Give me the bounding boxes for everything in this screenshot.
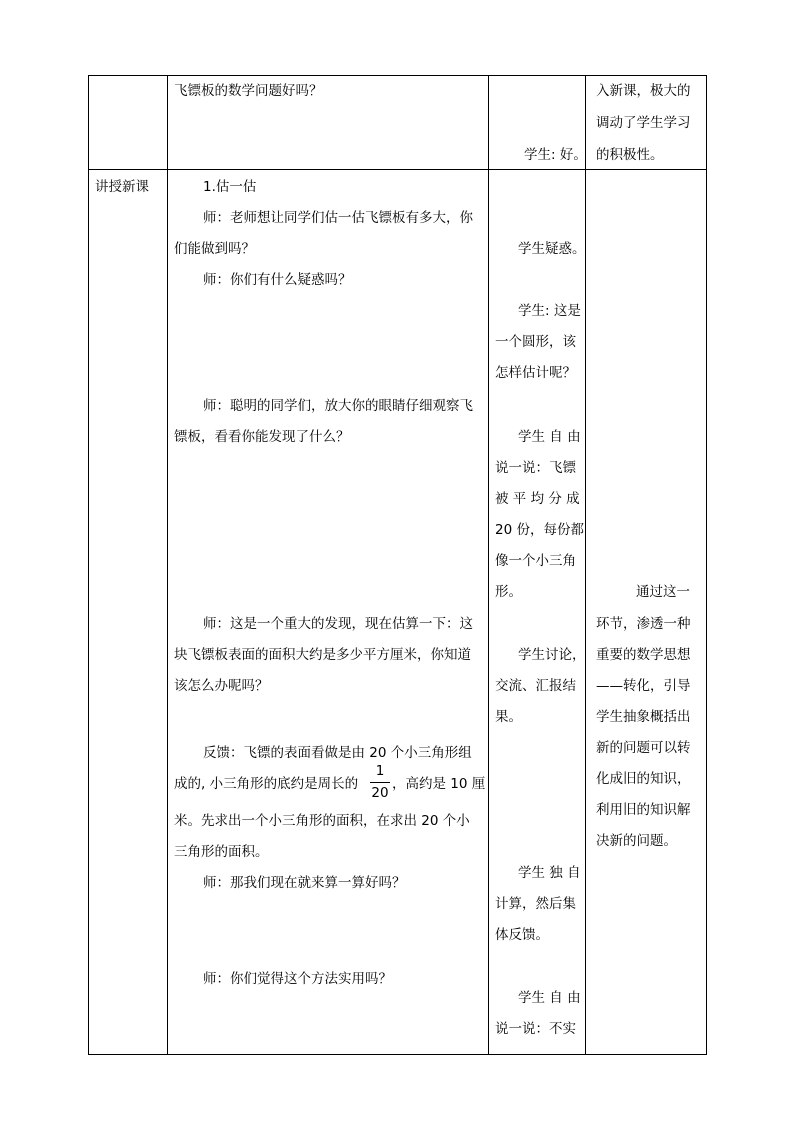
student-text: 学生 独 自 xyxy=(518,865,581,881)
intent-text: 利用旧的知识解 xyxy=(596,802,691,818)
intent-text: 化成旧的知识， xyxy=(596,771,691,787)
student-text: 像一个小三角 xyxy=(495,553,576,569)
teacher-text: 师：这是一个重大的发现，现在估算一下：这 xyxy=(203,616,473,632)
student-text: 一个圆形，该 xyxy=(495,334,576,350)
teacher-text: 镖板，看看你能发现了什么？ xyxy=(174,429,350,445)
teacher-text: 米。先求出一个小三角形的面积，在求出 20 个小 xyxy=(174,813,470,829)
intent-text: 新的问题可以转 xyxy=(596,740,691,756)
row1-student-text: 学生: 好。 xyxy=(524,147,587,163)
teacher-text: 师：聪明的同学们，放大你的眼睛仔细观察飞 xyxy=(203,398,473,414)
student-text: 怎样估计呢？ xyxy=(495,365,576,381)
table-border-top xyxy=(88,75,707,76)
column-divider-2 xyxy=(488,75,489,1055)
intent-text: 环节，渗透一种 xyxy=(596,616,691,632)
row1-intent-line: 调动了学生学习 xyxy=(596,115,691,131)
teacher-text: 师：你们觉得这个方法实用吗？ xyxy=(203,971,392,987)
teacher-text: 师：你们有什么疑惑吗？ xyxy=(203,272,352,288)
intent-text: ——转化，引导 xyxy=(596,678,691,694)
fraction-numerator: 1 xyxy=(375,763,385,779)
intent-text: 通过这一 xyxy=(636,584,690,600)
teacher-text: 该怎么办呢吗？ xyxy=(174,678,269,694)
teacher-text: 三角形的面积。 xyxy=(174,844,269,860)
student-text: 被 平 均 分 成 xyxy=(495,491,580,507)
row1-teacher-text: 飞镖板的数学问题好吗？ xyxy=(174,83,323,99)
teacher-text: 块飞镖板表面的面积大约是多少平方厘米，你知道 xyxy=(174,647,471,663)
student-text: 20 份，每份都 xyxy=(495,522,584,538)
teacher-text: 1.估一估 xyxy=(203,179,257,195)
intent-text: 学生抽象概括出 xyxy=(596,709,691,725)
student-text: 交流、汇报结 xyxy=(495,678,576,694)
student-text: 学生: 这是 xyxy=(518,303,581,319)
student-text: 学生 自 由 xyxy=(518,990,581,1006)
teacher-text: 们能做到吗？ xyxy=(174,241,255,257)
teacher-text: 师：老师想让同学们估一估飞镖板有多大，你 xyxy=(203,210,473,226)
row-divider xyxy=(88,169,707,170)
teacher-text: 成的, 小三角形的底约是周长的 xyxy=(174,776,359,792)
column-divider-1 xyxy=(167,75,168,1055)
teacher-text: ，高约是 10 厘 xyxy=(392,776,486,792)
fraction-bar xyxy=(370,782,390,783)
teacher-text: 师：那我们现在就来算一算好吗？ xyxy=(203,875,406,891)
student-text: 果。 xyxy=(495,709,522,725)
table-border-left xyxy=(88,75,89,1055)
row1-intent-line: 的积极性。 xyxy=(596,147,664,163)
student-text: 形。 xyxy=(495,584,522,600)
student-text: 说一说：不实 xyxy=(495,1021,576,1037)
teacher-text: 反馈：飞镖的表面看做是由 20 个小三角形组 xyxy=(203,745,472,761)
row1-intent-line: 入新课，极大的 xyxy=(596,83,691,99)
student-text: 学生讨论， xyxy=(518,647,586,663)
stage-label: 讲授新课 xyxy=(95,179,149,195)
table-border-bottom xyxy=(88,1054,707,1055)
student-text: 学生疑惑。 xyxy=(518,241,586,257)
intent-text: 决新的问题。 xyxy=(596,833,677,849)
table-border-right xyxy=(706,75,707,1055)
intent-text: 重要的数学思想 xyxy=(596,647,691,663)
column-divider-3 xyxy=(585,75,586,1055)
student-text: 学生 自 由 xyxy=(518,429,581,445)
student-text: 计算，然后集 xyxy=(495,896,576,912)
fraction-denominator: 20 xyxy=(371,785,389,801)
student-text: 体反馈。 xyxy=(495,927,549,943)
student-text: 说一说：飞镖 xyxy=(495,460,576,476)
